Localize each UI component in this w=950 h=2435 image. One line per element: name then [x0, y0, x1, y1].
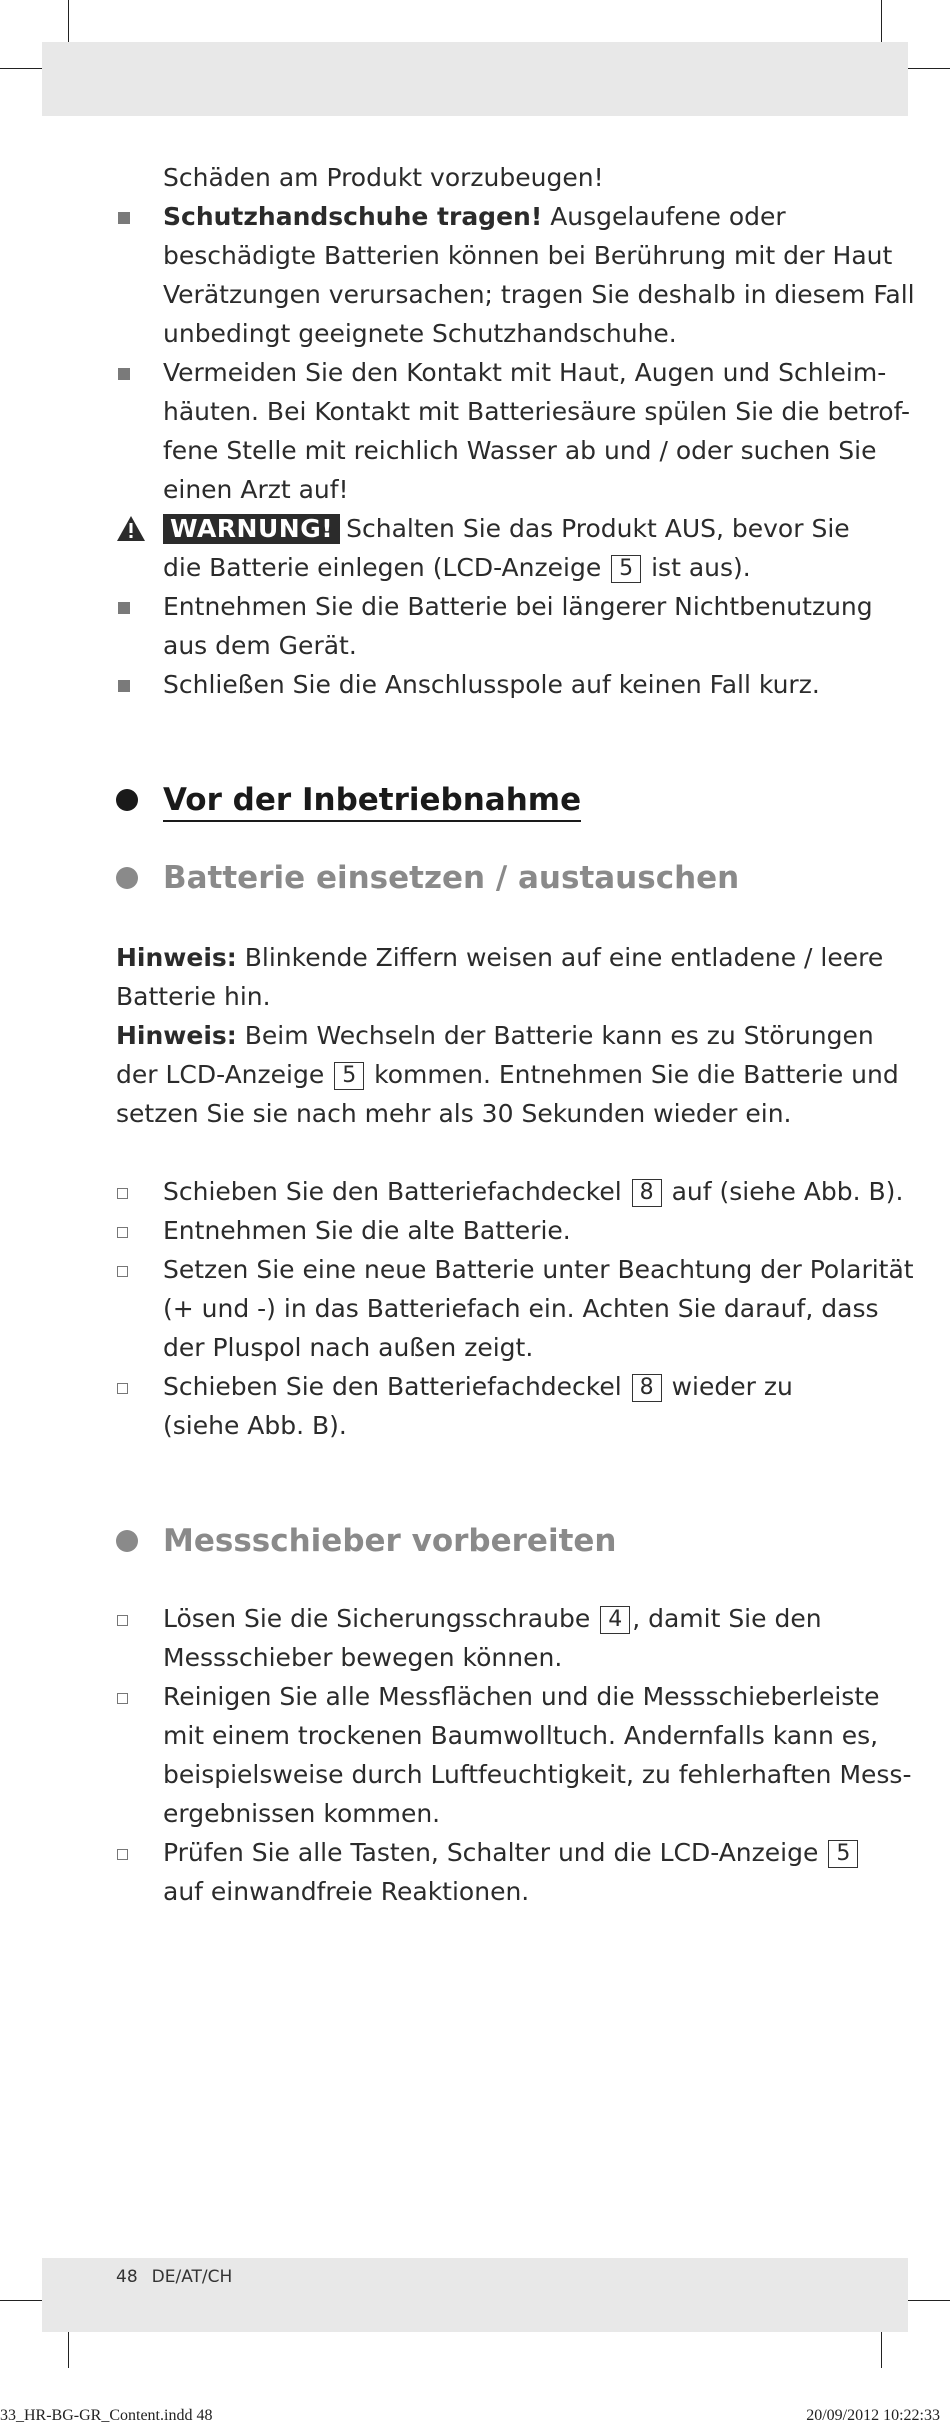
checkbox-bullet-icon: [116, 1211, 163, 1250]
reference-box: 8: [632, 1179, 662, 1207]
reference-box: 4: [600, 1606, 630, 1634]
battery-steps: [116, 1172, 914, 1445]
prepare-steps: [116, 1599, 912, 1911]
filled-circle-icon: [116, 867, 138, 889]
list-item-remove: Entnehmen Sie die Batterie bei längerer Nichtbenutzung aus dem Gerät.: [116, 587, 856, 665]
warning-triangle-icon: [116, 509, 163, 548]
checkbox-bullet-icon: [116, 1172, 163, 1211]
square-bullet-icon: [116, 587, 163, 626]
section-heading-battery: Batterie einsetzen / austauschen: [116, 856, 856, 900]
list-item-short: Schließen Sie die Anschlusspole auf keinen Fall kurz.: [116, 665, 856, 704]
square-bullet-icon: [116, 197, 163, 236]
locale-label: DE/AT/CH: [151, 2267, 233, 2287]
header-band: [42, 42, 908, 116]
slug-timestamp: 20/09/2012 10:22:33: [806, 2407, 940, 2424]
square-bullet-icon: [116, 665, 163, 704]
checkbox-bullet-icon: [116, 1833, 163, 1872]
list-item: Entnehmen Sie die alte Batterie.: [116, 1211, 856, 1250]
list-item-warning: WARNUNG! Schalten Sie das Produkt AUS, bevor Sie die Batterie einlegen (LCD-Anzeige 5 ist aus).: [116, 509, 856, 587]
list-item: Prüfen Sie alle Tasten, Schalter und die LCD-Anzeige 5 auf einwandfreie Reaktionen.: [116, 1833, 856, 1911]
list-item: Setzen Sie eine neue Batterie unter Beachtung der Polarität (+ und -) in das Batteriefach ein. Achten Sie darauf, dass der Pluspol nach außen zeigt.: [116, 1250, 856, 1367]
intro-line: Schäden am Produkt vorzubeugen!: [163, 163, 604, 192]
checkbox-bullet-icon: [116, 1367, 163, 1406]
reference-box: 8: [632, 1374, 662, 1402]
reference-box: 5: [334, 1062, 364, 1090]
reference-box: 5: [828, 1840, 858, 1868]
warning-badge: WARNUNG!: [163, 514, 340, 544]
list-item: Schieben Sie den Batteriefachdeckel 8 auf (siehe Abb. B).: [116, 1172, 856, 1211]
list-item: Schieben Sie den Batteriefachdeckel 8 wieder zu (siehe Abb. B).: [116, 1367, 856, 1445]
checkbox-bullet-icon: [116, 1250, 163, 1289]
list-item: Lösen Sie die Sicherungsschraube 4 , damit Sie den Messschieber bewegen können.: [116, 1599, 856, 1677]
page-content: [116, 158, 915, 1911]
checkbox-bullet-icon: [116, 1677, 163, 1716]
filled-circle-icon: [116, 1530, 138, 1552]
list-item-gloves: Schutzhandschuhe tragen! Ausgelaufene oder beschädigte Batterien können bei Berührung mit der Haut Verätzungen verursachen; tragen Sie deshalb in diesem Fall unbedingt geeignete Schutzhandschuhe.: [116, 197, 856, 353]
filled-circle-icon: [116, 789, 138, 811]
reference-box: 5: [611, 555, 641, 583]
gloves-bold: Schutzhandschuhe tragen!: [163, 202, 543, 231]
page-number: 48: [116, 2267, 138, 2287]
notes-block: Hinweis: Blinkende Ziffern weisen auf eine entladene / leere Batterie hin. Hinweis: Beim Wechseln der Batterie kann es zu Störungen der LCD-Anzeige 5 kommen. Entnehmen Sie die Batterie und setzen Sie sie nach mehr als 30 Sekunden wieder ein.: [116, 943, 899, 1128]
list-item-contact: Vermeiden Sie den Kontakt mit Haut, Augen und Schleim- häuten. Bei Kontakt mit Batteriesäure spülen Sie die betrof- fene Stelle mit reichlich Wasser ab und / oder suchen Sie einen Arzt auf!: [116, 353, 856, 509]
checkbox-bullet-icon: [116, 1599, 163, 1638]
list-item: Reinigen Sie alle Messflächen und die Messschieberleiste mit einem trockenen Baumwolltuch. Andernfalls kann es, beispielsweise durch Luftfeuchtigkeit, zu fehlerhaften Mess- ergebnissen kommen.: [116, 1677, 856, 1833]
page-footer: [116, 2262, 232, 2292]
section-heading-prepare: Messschieber vorbereiten: [116, 1519, 856, 1563]
slug-file-info: 33_HR-BG-GR_Content.indd 48: [0, 2407, 213, 2424]
section-heading-main: Vor der Inbetriebnahme: [116, 778, 856, 822]
square-bullet-icon: [116, 353, 163, 392]
